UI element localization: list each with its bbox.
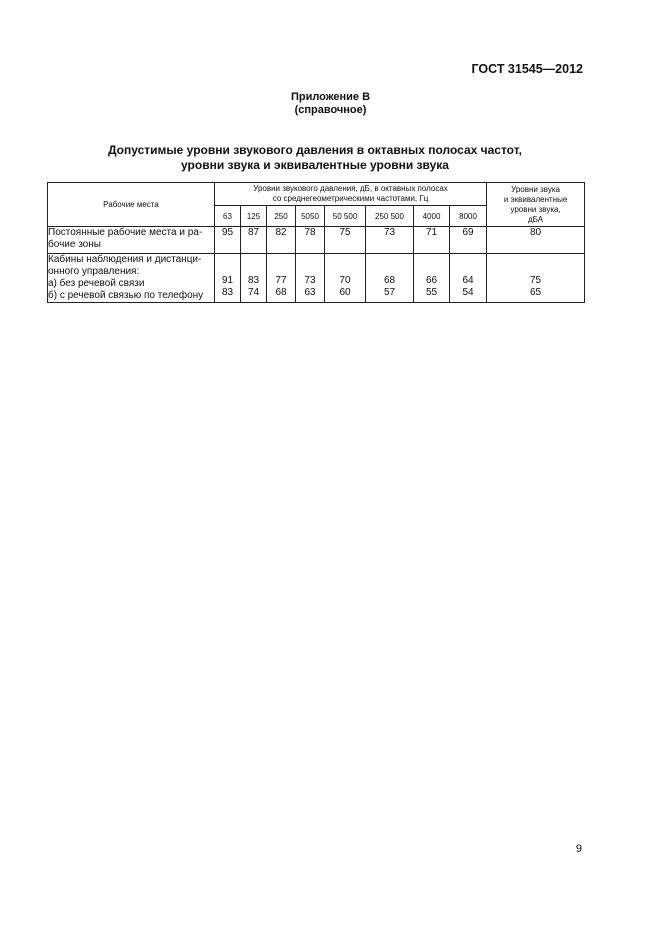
workplaces-header: Рабочие места bbox=[48, 183, 215, 227]
frequency-cell: 50 500 bbox=[325, 206, 366, 227]
table-row bbox=[48, 254, 585, 303]
workplace-cell: Кабины наблюдения и дистанци- онного управления: а) без речевой связи б) с речевой связью по телефону bbox=[48, 254, 215, 303]
value-cell: 69 bbox=[450, 227, 487, 254]
noise-levels-table bbox=[47, 182, 585, 303]
workplace-cell: Постоянные рабочие места и ра- бочие зоны bbox=[48, 227, 215, 254]
frequency-cell: 8000 bbox=[450, 206, 487, 227]
sound-pressure-header: Уровни звукового давления, дБ, в октавных полосах со среднегеометрическими частотами, Гц bbox=[215, 183, 487, 206]
value-cell: 78 bbox=[296, 227, 325, 254]
value-cell: 64 54 bbox=[450, 254, 487, 303]
frequency-cell: 5050 bbox=[296, 206, 325, 227]
value-cell: 66 55 bbox=[414, 254, 450, 303]
value-cell: 75 bbox=[325, 227, 366, 254]
value-cell: 71 bbox=[414, 227, 450, 254]
header-row bbox=[48, 183, 585, 206]
value-cell: 73 63 bbox=[296, 254, 325, 303]
sound-level-header: Уровни звука и эквивалентные уровни звука, дБА bbox=[487, 183, 585, 227]
table-title-line1: Допустимые уровни звукового давления в октавных полосах частот, bbox=[107, 143, 523, 157]
value-cell: 95 bbox=[215, 227, 241, 254]
frequency-cell: 63 bbox=[215, 206, 241, 227]
appendix-label: Приложение В bbox=[290, 91, 371, 103]
document-code: ГОСТ 31545—2012 bbox=[471, 62, 583, 76]
table-title bbox=[0, 143, 630, 173]
frequency-cell: 4000 bbox=[414, 206, 450, 227]
table-title-line2: уровни звука и эквивалентные уровни звука bbox=[181, 158, 449, 172]
value-cell: 83 74 bbox=[241, 254, 267, 303]
frequency-cell: 125 bbox=[241, 206, 267, 227]
frequency-cell: 250 bbox=[267, 206, 296, 227]
level-cell: 75 65 bbox=[487, 254, 585, 303]
value-cell: 68 57 bbox=[366, 254, 414, 303]
appendix-heading bbox=[0, 91, 661, 117]
value-cell: 73 bbox=[366, 227, 414, 254]
value-cell: 70 60 bbox=[325, 254, 366, 303]
value-cell: 82 bbox=[267, 227, 296, 254]
page-number: 9 bbox=[575, 843, 582, 855]
level-cell: 80 bbox=[487, 227, 585, 254]
appendix-note: (справочное) bbox=[294, 104, 367, 116]
table-row bbox=[48, 227, 585, 254]
value-cell: 77 68 bbox=[267, 254, 296, 303]
value-cell: 87 bbox=[241, 227, 267, 254]
value-cell: 91 83 bbox=[215, 254, 241, 303]
frequency-cell: 250 500 bbox=[366, 206, 414, 227]
